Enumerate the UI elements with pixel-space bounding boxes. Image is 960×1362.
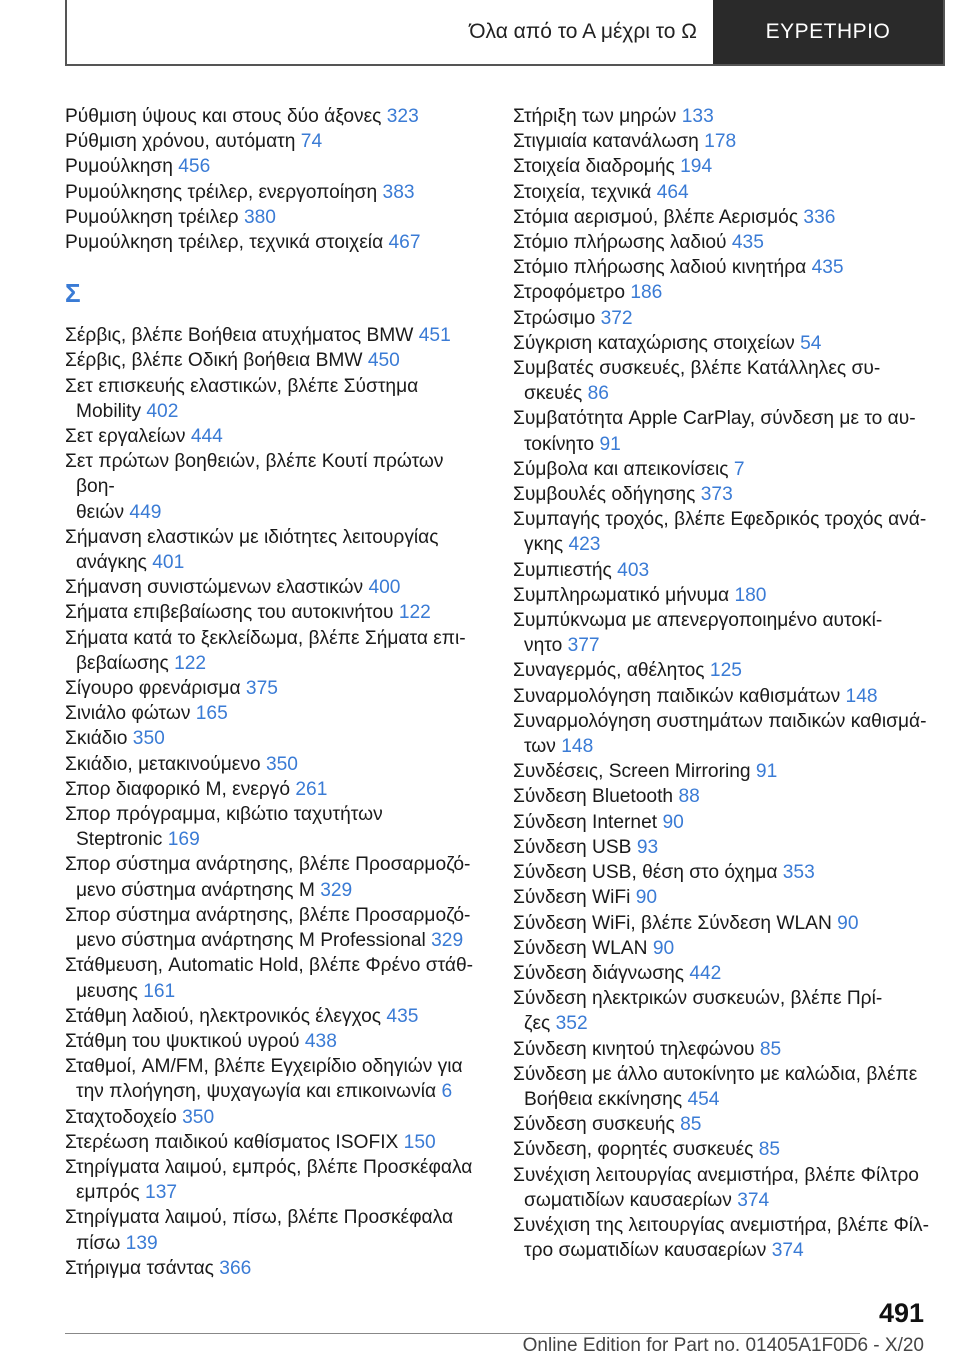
- entry-text: Στήριξη των μηρών: [513, 106, 677, 127]
- page-link[interactable]: 401: [152, 552, 185, 574]
- entry-text: την πλοήγηση, ψυχαγωγία και επικοινωνία: [76, 1081, 437, 1103]
- page-link[interactable]: 350: [182, 1106, 215, 1128]
- entry-text: Συμπληρωματικό μήνυμα: [513, 584, 730, 606]
- entry-text: Σήματα επιβεβαίωσης του αυτοκινήτου: [65, 602, 394, 624]
- page-link[interactable]: 90: [837, 912, 859, 934]
- entry-text: Σετ πρώτων βοηθειών, βλέπε Κουτί πρώτων βοη-: [65, 451, 444, 498]
- index-entry: [513, 482, 933, 507]
- entry-text: Συμβατές συσκευές, βλέπε Κατάλληλες συ-: [513, 358, 881, 380]
- index-entry: [513, 911, 933, 936]
- entry-text: Σπορ σύστημα ανάρτησης, βλέπε Προσαρμοζό-: [65, 904, 471, 926]
- index-entry: [65, 348, 485, 373]
- index-entry: [513, 205, 933, 230]
- entry-text: Ρυμούλκησης τρέιλερ, ενεργοποίηση: [65, 181, 378, 203]
- entry-text: Steptronic: [76, 829, 163, 851]
- page-link[interactable]: 186: [630, 282, 663, 304]
- entry-text: Στόμιο πλήρωσης λαδιού: [513, 232, 727, 254]
- page-link[interactable]: 165: [195, 703, 228, 725]
- page-link[interactable]: 161: [143, 980, 176, 1002]
- page-link[interactable]: 74: [300, 131, 323, 153]
- index-entry: [513, 961, 933, 986]
- index-entry: [65, 600, 485, 625]
- entry-text: Σκιάδιο, μετακινούμενο: [65, 753, 261, 775]
- index-entry: [513, 860, 933, 885]
- page-link[interactable]: 377: [567, 635, 600, 657]
- index-entry: [513, 558, 933, 583]
- page-link[interactable]: 93: [636, 836, 659, 858]
- entry-text: Σύγκριση καταχώρισης στοιχείων: [513, 332, 795, 354]
- index-entry: [513, 1137, 933, 1162]
- index-entry: [65, 1105, 485, 1130]
- page-link[interactable]: 85: [759, 1038, 782, 1060]
- page-link[interactable]: 373: [700, 484, 733, 506]
- entry-text: Σύνδεση με άλλο αυτοκίνητο με καλώδια, βλέπε: [513, 1063, 918, 1085]
- entry-text: Σύνδεση WiFi, βλέπε Σύνδεση WLAN: [513, 912, 832, 934]
- page-link[interactable]: 423: [568, 534, 601, 556]
- entry-text: Ρυμούλκηση τρέιλερ, τεχνικά στοιχεία: [65, 232, 384, 254]
- index-entry: [65, 777, 485, 802]
- section-letter: Σ: [65, 278, 81, 309]
- entry-text: Σύνδεση Internet: [513, 811, 658, 833]
- index-entry: [513, 104, 933, 129]
- entry-text: μενο σύστημα ανάρτησης M Professional: [76, 930, 426, 952]
- entry-text: Συμβουλές οδήγησης: [513, 484, 696, 506]
- index-entry: [513, 885, 933, 910]
- entry-text: Στάθμη λαδιού, ηλεκτρονικός έλεγχος: [65, 1005, 382, 1027]
- index-entry: [65, 1130, 485, 1155]
- entry-text: Σύνδεση κινητού τηλεφώνου: [513, 1038, 755, 1060]
- entries-top-group: [65, 104, 485, 255]
- entry-text: πίσω: [76, 1232, 121, 1254]
- entry-text: Συναρμολόγηση συστημάτων παιδικών καθισμά-: [513, 710, 927, 732]
- entry-text: Στήριγμα τσάντας: [65, 1257, 214, 1279]
- index-entry: [513, 129, 933, 154]
- page-link[interactable]: 336: [803, 206, 836, 228]
- entry-text: Στιγμιαία κατανάλωση: [513, 131, 699, 153]
- index-entry: [65, 104, 485, 129]
- entry-text: Σταχτοδοχείο: [65, 1106, 177, 1128]
- entry-text: θειών: [76, 501, 125, 523]
- entry-text: Σύνδεση Bluetooth: [513, 786, 674, 808]
- index-entry: [513, 1163, 933, 1213]
- entry-text: Συμβατότητα Apple CarPlay, σύνδεση με το αυ-: [513, 408, 916, 430]
- page-link[interactable]: 169: [167, 829, 200, 851]
- page-link[interactable]: 133: [681, 106, 714, 127]
- index-entry: [65, 802, 485, 852]
- entry-text: μευσης: [76, 980, 138, 1002]
- page-link[interactable]: 451: [418, 325, 451, 347]
- index-entry: [65, 449, 485, 525]
- page-link[interactable]: 122: [174, 652, 207, 674]
- entry-text: Mobility: [76, 400, 142, 422]
- page-link[interactable]: 352: [555, 1013, 588, 1035]
- page-link[interactable]: 194: [680, 156, 713, 178]
- entry-text: Σύνδεση USB: [513, 836, 632, 858]
- entry-text: Σύμβολα και απεικονίσεις: [513, 458, 729, 480]
- page-link[interactable]: 261: [295, 778, 328, 800]
- entry-text: Σήματα κατά το ξεκλείδωμα, βλέπε Σήματα επι-: [65, 627, 466, 649]
- index-entry: [65, 903, 485, 953]
- entry-text: Σύνδεση WiFi: [513, 887, 631, 909]
- entry-text: Συμπαγής τροχός, βλέπε Εφεδρικός τροχός ανά-: [513, 509, 927, 531]
- page-link[interactable]: 350: [132, 728, 165, 750]
- page-link[interactable]: 402: [146, 400, 179, 422]
- page-link[interactable]: 444: [190, 426, 223, 448]
- index-entry: [65, 374, 485, 424]
- page-link[interactable]: 150: [403, 1131, 436, 1153]
- entry-text: Συναγερμός, αθέλητος: [513, 660, 705, 682]
- entry-text: Σινιάλο φώτων: [65, 703, 191, 725]
- page-link[interactable]: 435: [811, 257, 844, 279]
- page-link[interactable]: 435: [731, 232, 764, 254]
- entry-text: Συνέχιση λειτουργίας ανεμιστήρα, βλέπε Φίλτρο: [513, 1164, 919, 1186]
- entry-text: βεβαίωσης: [76, 652, 169, 674]
- index-entry: [513, 709, 933, 759]
- page-link[interactable]: 148: [561, 736, 594, 758]
- entry-text: Σταθμοί, AM/FM, βλέπε Εγχειρίδιο οδηγιών για: [65, 1056, 463, 1078]
- page-link[interactable]: 456: [178, 156, 211, 178]
- page-link[interactable]: 403: [617, 559, 650, 581]
- entry-text: Ρύθμιση ύψους και στους δύο άξονες: [65, 106, 382, 127]
- entry-text: Σήμανση ελαστικών με ιδιότητες λειτουργίας: [65, 526, 439, 548]
- entry-text: Βοήθεια εκκίνησης: [524, 1088, 683, 1110]
- footer-divider: [65, 1333, 860, 1334]
- entry-text: Σύνδεση συσκευής: [513, 1114, 675, 1136]
- index-entry: [513, 230, 933, 255]
- index-entry: [513, 457, 933, 482]
- entry-text: Σπορ διαφορικό M, ενεργό: [65, 778, 291, 800]
- page-link[interactable]: 91: [755, 761, 778, 783]
- page-link[interactable]: 180: [734, 584, 767, 606]
- entry-text: Σύνδεση διάγνωσης: [513, 962, 684, 984]
- page-link[interactable]: 139: [125, 1232, 158, 1254]
- entry-text: σκευές: [524, 383, 583, 405]
- entry-text: Συμπύκνωμα με απενεργοποιημένο αυτοκί-: [513, 610, 883, 632]
- entry-text: τρο σωματιδίων καυσαερίων: [524, 1240, 767, 1262]
- page-link[interactable]: 54: [800, 332, 822, 354]
- entry-text: των: [524, 736, 556, 758]
- page-link[interactable]: 353: [782, 862, 815, 884]
- entry-text: Σπορ πρόγραμμα, κιβώτιο ταχυτήτων: [65, 804, 383, 826]
- page-header: [65, 0, 945, 66]
- footer-edition: Online Edition for Part no. 01405A1F0D6 - X/20: [522, 1335, 924, 1356]
- index-entry: [65, 230, 485, 255]
- entry-text: Σίγουρο φρενάρισμα: [65, 678, 241, 700]
- entry-text: Στερέωση παιδικού καθίσματος ISOFIX: [65, 1131, 399, 1153]
- entry-text: Στάθμη του ψυκτικού υγρού: [65, 1030, 300, 1052]
- index-entry: [65, 129, 485, 154]
- page-link[interactable]: 438: [304, 1030, 337, 1052]
- page-link[interactable]: 366: [219, 1257, 252, 1279]
- page-link[interactable]: 7: [733, 458, 745, 480]
- index-entry: [513, 255, 933, 280]
- index-entry: [65, 424, 485, 449]
- page-link[interactable]: 442: [689, 962, 722, 984]
- index-entry: [513, 154, 933, 179]
- index-entry: [65, 154, 485, 179]
- entries-right-group: [513, 104, 933, 1263]
- index-entry: [65, 726, 485, 751]
- entry-text: ζες: [524, 1013, 551, 1035]
- index-entry: [65, 626, 485, 676]
- page-link[interactable]: 400: [368, 577, 401, 599]
- index-entry: [513, 583, 933, 608]
- page-link[interactable]: 372: [600, 307, 633, 329]
- page-link[interactable]: 91: [599, 433, 621, 455]
- entry-text: Στάθμευση, Automatic Hold, βλέπε Φρένο στάθ-: [65, 955, 474, 977]
- index-entry: [513, 1037, 933, 1062]
- entry-text: τοκίνητο: [524, 433, 595, 455]
- page-link[interactable]: 90: [662, 811, 684, 833]
- page-link[interactable]: 374: [771, 1240, 804, 1262]
- index-entry: [65, 752, 485, 777]
- page-link[interactable]: 383: [382, 181, 415, 203]
- entry-text: Σετ επισκευής ελαστικών, βλέπε Σύστημα: [65, 375, 419, 397]
- index-entry: [65, 323, 485, 348]
- index-entry: [65, 1155, 485, 1205]
- entry-text: γκης: [524, 534, 564, 556]
- entry-text: Ρυμούλκηση: [65, 156, 173, 178]
- entry-text: νητο: [524, 635, 563, 657]
- page-link[interactable]: 375: [245, 678, 278, 700]
- entry-text: Συνδέσεις, Screen Mirroring: [513, 761, 751, 783]
- page-link[interactable]: 90: [635, 887, 658, 909]
- page-link[interactable]: 6: [441, 1081, 453, 1103]
- page-link[interactable]: 88: [678, 786, 700, 808]
- entry-text: Σπορ σύστημα ανάρτησης, βλέπε Προσαρμοζό-: [65, 854, 471, 876]
- index-entry: [513, 1062, 933, 1112]
- entry-text: Ρυμούλκηση τρέιλερ: [65, 206, 239, 228]
- header-title: Όλα από το Α μέχρι το Ω: [469, 20, 697, 43]
- page-link[interactable]: 449: [129, 501, 162, 523]
- index-entry: [513, 280, 933, 305]
- index-entry: [513, 1213, 933, 1263]
- index-entry: [513, 759, 933, 784]
- index-entry: [513, 608, 933, 658]
- entry-text: μενο σύστημα ανάρτησης M: [76, 879, 315, 901]
- entry-text: Σύνδεση ηλεκτρικών συσκευών, βλέπε Πρί-: [513, 988, 883, 1010]
- index-entry: [513, 356, 933, 406]
- entry-text: εμπρός: [76, 1182, 140, 1204]
- index-entry: [65, 1004, 485, 1029]
- index-entry: [513, 684, 933, 709]
- index-column-left: [65, 104, 485, 1281]
- page-link[interactable]: 450: [367, 350, 400, 372]
- entry-text: Στρώσιμο: [513, 307, 596, 329]
- page-link[interactable]: 454: [687, 1088, 720, 1110]
- entry-text: Σήμανση συνιστώμενων ελαστικών: [65, 577, 364, 599]
- page-link[interactable]: 467: [388, 232, 421, 254]
- entry-text: Σέρβις, βλέπε Οδική βοήθεια BMW: [65, 350, 363, 372]
- entry-text: Στοιχεία, τεχνικά: [513, 181, 652, 203]
- index-entry: [513, 507, 933, 557]
- entry-text: Ρύθμιση χρόνου, αυτόματη: [65, 131, 296, 153]
- index-entry: [513, 331, 933, 356]
- page-link[interactable]: 90: [652, 937, 675, 959]
- entry-text: Σετ εργαλείων: [65, 426, 186, 448]
- index-entry: [65, 1205, 485, 1255]
- index-entry: [513, 936, 933, 961]
- index-entry: [65, 525, 485, 575]
- entry-text: Στόμια αερισμού, βλέπε Αερισμός: [513, 206, 799, 228]
- index-column-right: [513, 104, 933, 1263]
- index-entry: [513, 306, 933, 331]
- entries-sigma-group: [65, 323, 485, 1281]
- page-link[interactable]: 122: [398, 602, 431, 624]
- index-entry: [513, 835, 933, 860]
- page-link[interactable]: 323: [386, 106, 419, 127]
- entry-text: Στοιχεία διαδρομής: [513, 156, 675, 178]
- entry-text: Σύνδεση USB, θέση στο όχημα: [513, 862, 778, 884]
- index-entry: [513, 406, 933, 456]
- entry-text: Σέρβις, βλέπε Βοήθεια ατυχήματος BMW: [65, 325, 414, 347]
- page-link[interactable]: 380: [243, 206, 276, 228]
- index-entry: [65, 180, 485, 205]
- index-entry: [65, 676, 485, 701]
- index-entry: [65, 205, 485, 230]
- index-entry: [65, 1054, 485, 1104]
- entry-text: Σύνδεση, φορητές συσκευές: [513, 1139, 754, 1161]
- page-link[interactable]: 125: [709, 660, 742, 682]
- entry-text: Στηρίγματα λαιμού, πίσω, βλέπε Προσκέφαλα: [65, 1207, 454, 1229]
- entry-text: Συνέχιση της λειτουργίας ανεμιστήρα, βλέπε Φίλ-: [513, 1214, 930, 1236]
- page-link[interactable]: 85: [680, 1114, 702, 1136]
- index-entry: [513, 658, 933, 683]
- page-link[interactable]: 137: [145, 1182, 178, 1204]
- page-link[interactable]: 435: [386, 1005, 419, 1027]
- index-entry: [513, 784, 933, 809]
- header-section-tab[interactable]: ΕΥΡΕΤΗΡΙΟ: [713, 0, 943, 64]
- index-entry: [65, 1029, 485, 1054]
- index-entry: [65, 575, 485, 600]
- page-link[interactable]: 329: [431, 930, 464, 952]
- page-link[interactable]: 178: [704, 131, 737, 153]
- page-link[interactable]: 374: [737, 1189, 770, 1211]
- page-link[interactable]: 86: [587, 383, 609, 405]
- entry-text: Σκιάδιο: [65, 728, 128, 750]
- entry-text: Στόμιο πλήρωσης λαδιού κινητήρα: [513, 257, 807, 279]
- entry-text: Στηρίγματα λαιμού, εμπρός, βλέπε Προσκέφαλα: [65, 1156, 473, 1178]
- entry-text: Συναρμολόγηση παιδικών καθισμάτων: [513, 685, 841, 707]
- entry-text: Συμπιεστής: [513, 559, 612, 581]
- entry-text: Σύνδεση WLAN: [513, 937, 648, 959]
- entry-text: σωματιδίων καυσαερίων: [524, 1189, 732, 1211]
- index-entry: [65, 953, 485, 1003]
- index-entry: [513, 986, 933, 1036]
- entry-text: ανάγκης: [76, 552, 147, 574]
- page-link[interactable]: 85: [758, 1139, 781, 1161]
- index-entry: [513, 1112, 933, 1137]
- index-entry: [65, 1256, 485, 1281]
- index-entry: [65, 852, 485, 902]
- index-entry: [65, 701, 485, 726]
- page-number: 491: [878, 1298, 924, 1328]
- page-link[interactable]: 148: [845, 685, 878, 707]
- page-link[interactable]: 464: [656, 181, 689, 203]
- page-link[interactable]: 329: [320, 879, 353, 901]
- entry-text: Στροφόμετρο: [513, 282, 625, 304]
- index-entry: [513, 810, 933, 835]
- index-entry: [513, 180, 933, 205]
- page-link[interactable]: 350: [265, 753, 298, 775]
